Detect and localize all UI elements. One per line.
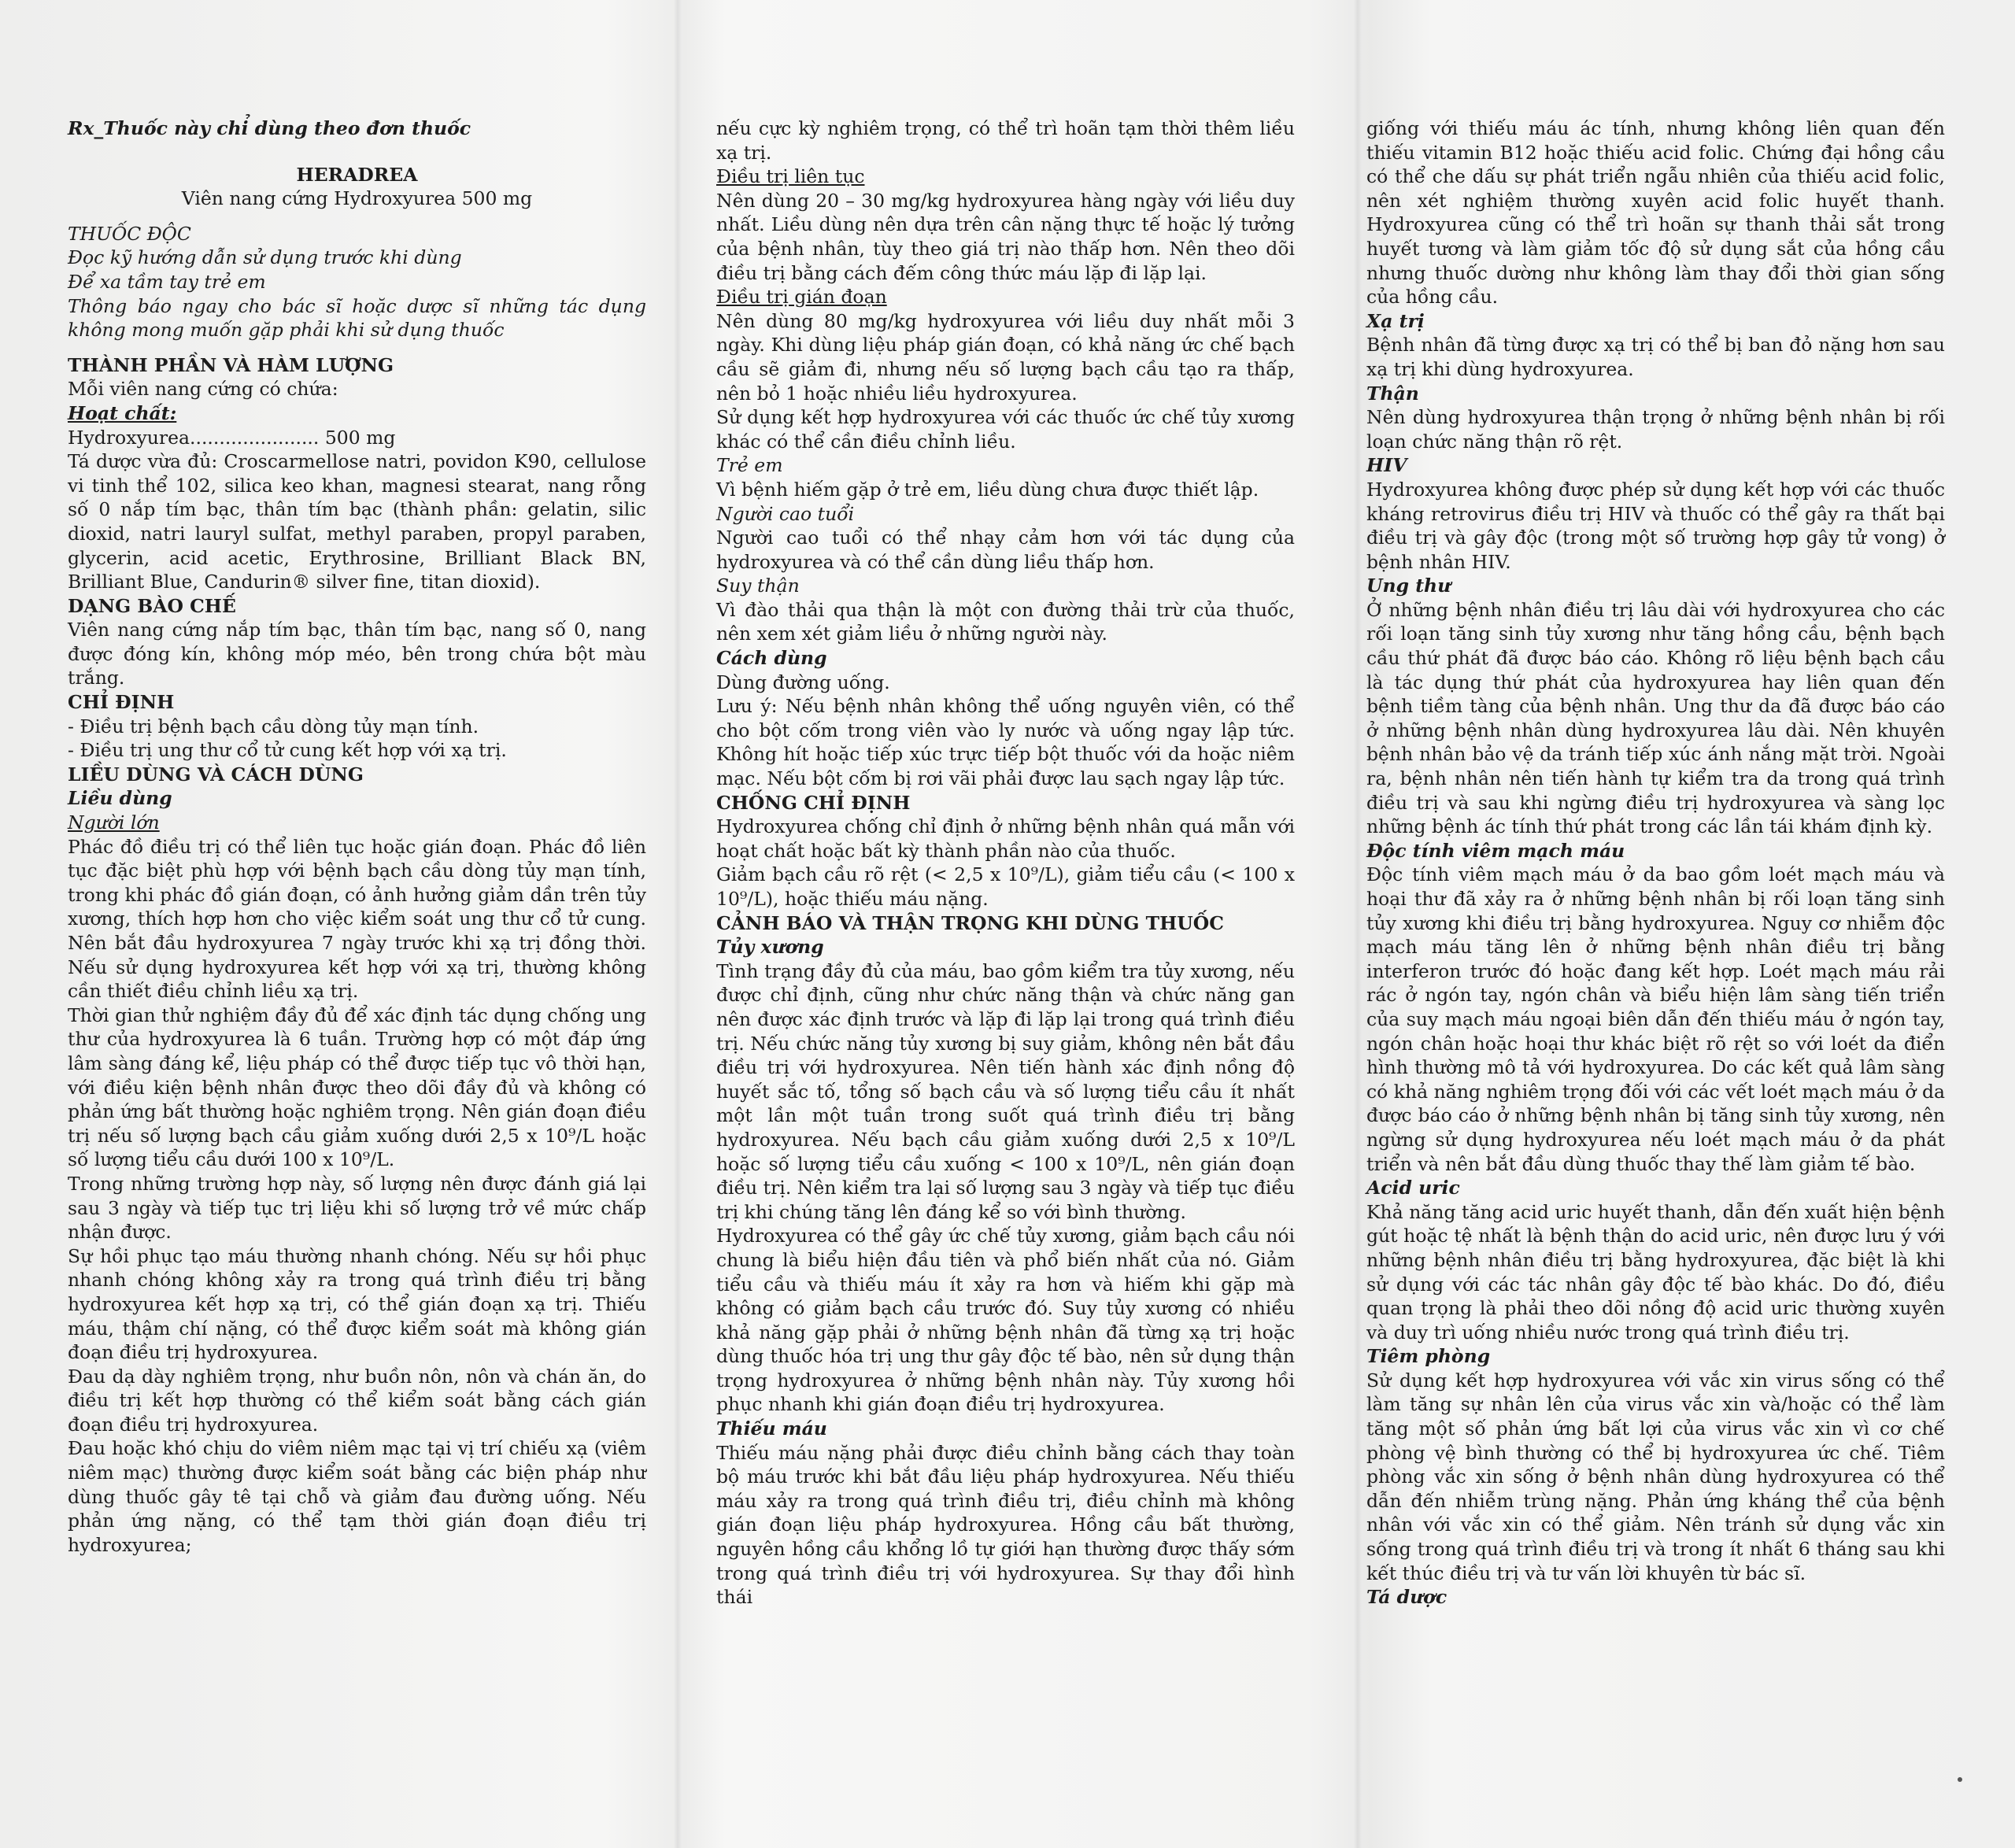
- section-heading: Rx_Thuốc này chỉ dùng theo đơn thuốc: [68, 117, 471, 139]
- section-heading: Tá dược: [1366, 1586, 1447, 1609]
- paragraph: Dùng đường uống.: [716, 671, 890, 693]
- section-heading: HERADREA: [296, 163, 418, 186]
- section-heading: Thiếu máu: [716, 1417, 827, 1440]
- speck: [1958, 1777, 1962, 1782]
- paper-fold: [1354, 0, 1362, 1848]
- paragraph: Giảm bạch cầu rõ rệt (< 2,5 x 10⁹/L), giảm tiểu cầu (< 100 x 10⁹/L), hoặc thiếu máu nặng.: [716, 863, 1295, 910]
- section-heading: Để xa tầm tay trẻ em: [68, 270, 266, 293]
- column-left: [68, 116, 646, 1557]
- paragraph: Lưu ý: Nếu bệnh nhân không thể uống nguyên viên, có thể cho bột cốm trong viên vào ly nước và uống ngay lập tức. Không hít hoặc tiếp xúc trực tiếp bột thuốc với da hoặc niêm mạc. Nếu bột cốm bị rơi vãi phải được lau sạch ngay lập tức.: [716, 695, 1295, 790]
- spacer: [68, 211, 646, 222]
- section-heading: Đọc kỹ hướng dẫn sử dụng trước khi dùng: [68, 246, 462, 269]
- section-heading: THÀNH PHẦN VÀ HÀM LƯỢNG: [68, 353, 394, 376]
- paragraph: Trong những trường hợp này, số lượng nên được đánh giá lại sau 3 ngày và tiếp tục trị liệu khi số lượng trở về mức chấp nhận được.: [68, 1172, 646, 1244]
- paragraph: Đau hoặc khó chịu do viêm niêm mạc tại vị trí chiếu xạ (viêm niêm mạc) thường được kiểm soát bằng các biện pháp như dùng thuốc gây tê tại chỗ và giảm đau đường uống. Nếu phản ứng nặng, có thể tạm thời gián đoạn điều trị hydroxyurea;: [68, 1437, 646, 1556]
- paragraph: Sử dụng kết hợp hydroxyurea với vắc xin virus sống có thể làm tăng sự nhân lên của virus vắc xin và/hoặc có thể làm tăng một số phản ứng bất lợi của virus vắc xin vì cơ chế phòng vệ bình thường có thể bị hydroxyurea ức chế. Tiêm phòng vắc xin sống ở bệnh nhân dùng hydroxyurea có thể dẫn đến nhiễm trùng nặng. Phản ứng kháng thể của bệnh nhân với vắc xin có thể giảm. Nên tránh sử dụng vắc xin sống trong quá trình điều trị và trong ít nhất 6 tháng sau khi kết thúc điều trị và tư vấn lời khuyên từ bác sĩ.: [1366, 1369, 1945, 1584]
- section-heading: Thông báo ngay cho bác sĩ hoặc dược sĩ những tác dụng không mong muốn gặp phải khi sử dụng thuốc: [68, 294, 646, 342]
- paragraph: Sử dụng kết hợp hydroxyurea với các thuốc ức chế tủy xương khác có thể cần điều chỉnh liều.: [716, 406, 1295, 453]
- paragraph: Hydroxyurea có thể gây ức chế tủy xương, giảm bạch cầu nói chung là biểu hiện đầu tiên và phổ biến nhất của nó. Giảm tiểu cầu và thiếu máu ít xảy ra hơn và hiếm khi gặp mà không có giảm bạch cầu trước đó. Suy tủy xương có nhiều khả năng gặp phải ở những bệnh nhân đã từng xạ trị hoặc dùng thuốc hóa trị ung thư gây độc tế bào, nên sử dụng thận trọng hydroxyurea ở những bệnh nhân này. Tủy xương hồi phục nhanh khi gián đoạn điều trị hydroxyurea.: [716, 1225, 1295, 1416]
- paragraph: Sự hồi phục tạo máu thường nhanh chóng. Nếu sự hồi phục nhanh chóng không xảy ra trong quá trình điều trị bằng hydroxyurea kết hợp xạ trị, có thể gián đoạn xạ trị. Thiếu máu, thậm chí nặng, có thể được kiểm soát mà không gián đoạn điều trị hydroxyurea.: [68, 1244, 646, 1364]
- paragraph: Ở những bệnh nhân điều trị lâu dài với hydroxyurea cho các rối loạn tăng sinh tủy xương như tăng hồng cầu, bệnh bạch cầu thứ phát đã được báo cáo. Không rõ liệu bệnh bạch cầu là tác dụng thứ phát của hydroxyurea hay liên quan đến bệnh tiềm tàng của bệnh nhân. Ung thư da đã được báo cáo ở những bệnh nhân dùng hydroxyurea lâu dài. Nên khuyên bệnh nhân bảo vệ da tránh tiếp xúc ánh nắng mặt trời. Ngoài ra, bệnh nhân nên tiến hành tự kiểm tra da trong quá trình điều trị và sau khi ngừng điều trị hydroxyurea và sàng lọc những bệnh ác tính thứ phát trong các lần tái khám định kỳ.: [1366, 598, 1945, 838]
- paragraph: Viên nang cứng Hydroxyurea 500 mg: [181, 187, 533, 210]
- spacer: [68, 152, 646, 163]
- paragraph: Mỗi viên nang cứng có chứa:: [68, 378, 338, 401]
- section-heading: Suy thận: [716, 575, 800, 597]
- paragraph: Nên dùng 20 – 30 mg/kg hydroxyurea hàng ngày với liều duy nhất. Liều dùng nên dựa trên cân nặng thực tế hoặc lý tưởng của bệnh nhân, tùy theo giá trị nào thấp hơn. Nên theo dõi điều trị bằng cách đếm công thức máu lặp đi lặp lại.: [716, 189, 1295, 284]
- section-heading: Hoạt chất:: [68, 401, 177, 424]
- paragraph: Bệnh nhân đã từng được xạ trị có thể bị ban đỏ nặng hơn sau xạ trị khi dùng hydroxyurea.: [1366, 334, 1945, 380]
- section-heading: Người cao tuổi: [716, 502, 855, 525]
- paragraph: Viên nang cứng nắp tím bạc, thân tím bạc, nang số 0, nang được đóng kín, không móp méo, bên trong chứa bột màu trắng.: [68, 619, 646, 689]
- paragraph: Tá dược vừa đủ: Croscarmellose natri, povidon K90, cellulose vi tinh thể 102, silica keo khan, magnesi stearat, nang rỗng số 0 nắp tím bạc, thân tím bạc (thành phần: gelatin, silic dioxid, natri lauryl sulfat, methyl paraben, propyl paraben, glycerin, acid acetic, Erythrosine, Brilliant Black BN, Brilliant Blue, Candurin® silver fine, titan dioxid).: [68, 450, 646, 593]
- paragraph: Hydroxyurea...................... 500 mg: [68, 426, 396, 449]
- paragraph: Thiếu máu nặng phải được điều chỉnh bằng cách thay toàn bộ máu trước khi bắt đầu liệu pháp hydroxyurea. Nếu thiếu máu xảy ra trong quá trình điều trị, điều chỉnh mà không gián đoạn liệu pháp hydroxyurea. Hồng cầu bất thường, nguyên hồng cầu khổng lồ tự giới hạn thường được thấy sớm trong quá trình điều trị với hydroxyurea. Sự thay đổi hình thái: [716, 1441, 1295, 1609]
- paragraph: Độc tính viêm mạch máu ở da bao gồm loét mạch máu và hoại thư đã xảy ra ở những bệnh nhân bị rối loạn tăng sinh tủy xương khi điều trị bằng hydroxyurea. Nguy cơ nhiễm độc mạch máu tăng lên ở những bệnh nhân điều trị bằng interferon trước đó hoặc đang kết hợp. Loét mạch máu rải rác ở ngón tay, ngón chân và biểu hiện lâm sàng tiến triển của suy mạch máu ngoại biên dẫn đến thiếu máu ở ngón tay, ngón chân hoặc hoại thư khác biệt rõ rệt so với loét da điển hình thường mô tả với hydroxyurea. Do các kết quả lâm sàng có khả năng nghiêm trọng đối với các vết loét mạch máu ở da được báo cáo ở những bệnh nhân bị tăng sinh tủy xương, nên ngừng sử dụng hydroxyurea nếu loét mạch máu ở da phát triển và nên bắt đầu dùng thuốc thay thế làm giảm tế bào.: [1366, 863, 1945, 1175]
- section-heading: Xạ trị: [1366, 309, 1425, 332]
- section-heading: Tiêm phòng: [1366, 1345, 1491, 1368]
- section-heading: CHỈ ĐỊNH: [68, 691, 175, 714]
- section-heading: Độc tính viêm mạch máu: [1366, 839, 1625, 862]
- paragraph: Khả năng tăng acid uric huyết thanh, dẫn đến xuất hiện bệnh gút hoặc tệ nhất là bệnh thận do acid uric, nên được lưu ý với những bệnh nhân điều trị bằng hydroxyurea, đặc biệt là khi sử dụng với các tác nhân gây độc tế bào khác. Do đó, điều quan trọng là phải theo dõi nồng độ acid uric thường xuyên và duy trì uống nhiều nước trong quá trình điều trị.: [1366, 1200, 1945, 1343]
- paragraph: Phác đồ điều trị có thể liên tục hoặc gián đoạn. Phác đồ liên tục đặc biệt phù hợp với bệnh bạch cầu dòng tủy mạn tính, trong khi phác đồ gián đoạn, có ảnh hưởng giảm dần trên tủy xương, thích hợp hơn cho việc kiểm soát ung thư cổ tử cung. Nên bắt đầu hydroxyurea 7 ngày trước khi xạ trị đồng thời. Nếu sử dụng hydroxyurea kết hợp với xạ trị, thường không cần thiết điều chỉnh liều xạ trị.: [68, 835, 646, 1003]
- paragraph: - Điều trị ung thư cổ tử cung kết hợp với xạ trị.: [68, 739, 507, 762]
- section-heading: CHỐNG CHỈ ĐỊNH: [716, 791, 911, 814]
- section-heading: Người lớn: [68, 811, 160, 834]
- paragraph: Điều trị liên tục: [716, 165, 865, 188]
- spacer: [68, 342, 646, 353]
- section-heading: Trẻ em: [716, 454, 783, 477]
- paragraph: Nên dùng hydroxyurea thận trọng ở những bệnh nhân bị rối loạn chức năng thận rõ rệt.: [1366, 406, 1945, 453]
- paragraph: Vì bệnh hiếm gặp ở trẻ em, liều dùng chưa được thiết lập.: [716, 478, 1259, 501]
- column-middle: [716, 116, 1295, 1610]
- paragraph: Điều trị gián đoạn: [716, 286, 887, 309]
- paragraph: Thời gian thử nghiệm đầy đủ để xác định tác dụng chống ung thư của hydroxyurea là 6 tuần. Trường hợp có một đáp ứng lâm sàng đáng kể, liệu pháp có thể được tiếp tục vô thời hạn, với điều kiện bệnh nhân được theo dõi đầy đủ và không có phản ứng bất thường hoặc nghiêm trọng. Nên gián đoạn điều trị nếu số lượng bạch cầu giảm xuống dưới 2,5 x 10⁹/L hoặc số lượng tiểu cầu dưới 100 x 10⁹/L.: [68, 1003, 646, 1171]
- paragraph: Hydroxyurea chống chỉ định ở những bệnh nhân quá mẫn với hoạt chất hoặc bất kỳ thành phần nào của thuốc.: [716, 815, 1295, 862]
- paragraph: giống với thiếu máu ác tính, nhưng không liên quan đến thiếu vitamin B12 hoặc thiếu acid folic. Chứng đại hồng cầu có thể che dấu sự phát triển ngẫu nhiên của thiếu acid folic, nên xét nghiệm thường xuyên acid folic huyết thanh. Hydroxyurea cũng có thể trì hoãn sự thanh thải sắt trong huyết tương và làm giảm tốc độ sử dụng sắt của hồng cầu nhưng thuốc dường như không làm thay đổi thời gian sống của hồng cầu.: [1366, 117, 1945, 309]
- paragraph: nếu cực kỳ nghiêm trọng, có thể trì hoãn tạm thời thêm liều xạ trị.: [716, 117, 1295, 164]
- paragraph: Tình trạng đầy đủ của máu, bao gồm kiểm tra tủy xương, nếu được chỉ định, cũng như chức năng thận và chức năng gan nên được xác định trước và lặp đi lặp lại trong quá trình điều trị. Nếu chức năng tủy xương bị suy giảm, không nên bắt đầu điều trị với hydroxyurea. Nên tiến hành xác định nồng độ huyết sắc tố, tổng số bạch cầu và số lượng tiểu cầu ít nhất một lần một tuần trong suốt quá trình điều trị bằng hydroxyurea. Nếu bạch cầu giảm xuống dưới 2,5 x 10⁹/L hoặc số lượng tiểu cầu xuống < 100 x 10⁹/L, nên gián đoạn điều trị. Nên kiểm tra lại số lượng sau 3 ngày và tiếp tục điều trị khi chúng tăng lên đáng kể so với bình thường.: [716, 959, 1295, 1223]
- section-heading: Tủy xương: [716, 936, 824, 959]
- column-right: [1366, 116, 1945, 1610]
- section-heading: Ung thư: [1366, 575, 1451, 597]
- paragraph: Người cao tuổi có thể nhạy cảm hơn với tác dụng của hydroxyurea và có thể cần dùng liều thấp hơn.: [716, 527, 1295, 573]
- section-heading: THUỐC ĐỘC: [68, 222, 191, 245]
- section-heading: HIV: [1366, 454, 1407, 477]
- section-heading: Cách dùng: [716, 647, 827, 670]
- paragraph: Vì đào thải qua thận là một con đường thải trừ của thuốc, nên xem xét giảm liều ở những người này.: [716, 598, 1295, 645]
- paragraph: Hydroxyurea không được phép sử dụng kết hợp với các thuốc kháng retrovirus điều trị HIV và thuốc có thể gây ra thất bại điều trị và gây độc (trong một số trường hợp gây tử vong) ở bệnh nhân HIV.: [1366, 478, 1945, 573]
- section-heading: Liều dùng: [68, 787, 172, 810]
- section-heading: Thận: [1366, 382, 1419, 405]
- spacer: [68, 141, 646, 152]
- paragraph: - Điều trị bệnh bạch cầu dòng tủy mạn tính.: [68, 715, 479, 737]
- section-heading: DẠNG BÀO CHẾ: [68, 594, 236, 617]
- paper-fold: [674, 0, 682, 1848]
- section-heading: LIỀU DÙNG VÀ CÁCH DÙNG: [68, 763, 364, 785]
- section-heading: Acid uric: [1366, 1177, 1460, 1199]
- paragraph: Nên dùng 80 mg/kg hydroxyurea với liều duy nhất mỗi 3 ngày. Khi dùng liệu pháp gián đoạn, có khả năng ức chế bạch cầu sẽ giảm đi, nhưng nếu số lượng bạch cầu tạo ra thấp, nên bỏ 1 hoặc nhiều liều hydroxyurea.: [716, 309, 1295, 405]
- paragraph: Đau dạ dày nghiêm trọng, như buồn nôn, nôn và chán ăn, do điều trị kết hợp thường có thể kiểm soát bằng cách gián đoạn điều trị hydroxyurea.: [68, 1365, 646, 1436]
- section-heading: CẢNH BÁO VÀ THẬN TRỌNG KHI DÙNG THUỐC: [716, 911, 1224, 934]
